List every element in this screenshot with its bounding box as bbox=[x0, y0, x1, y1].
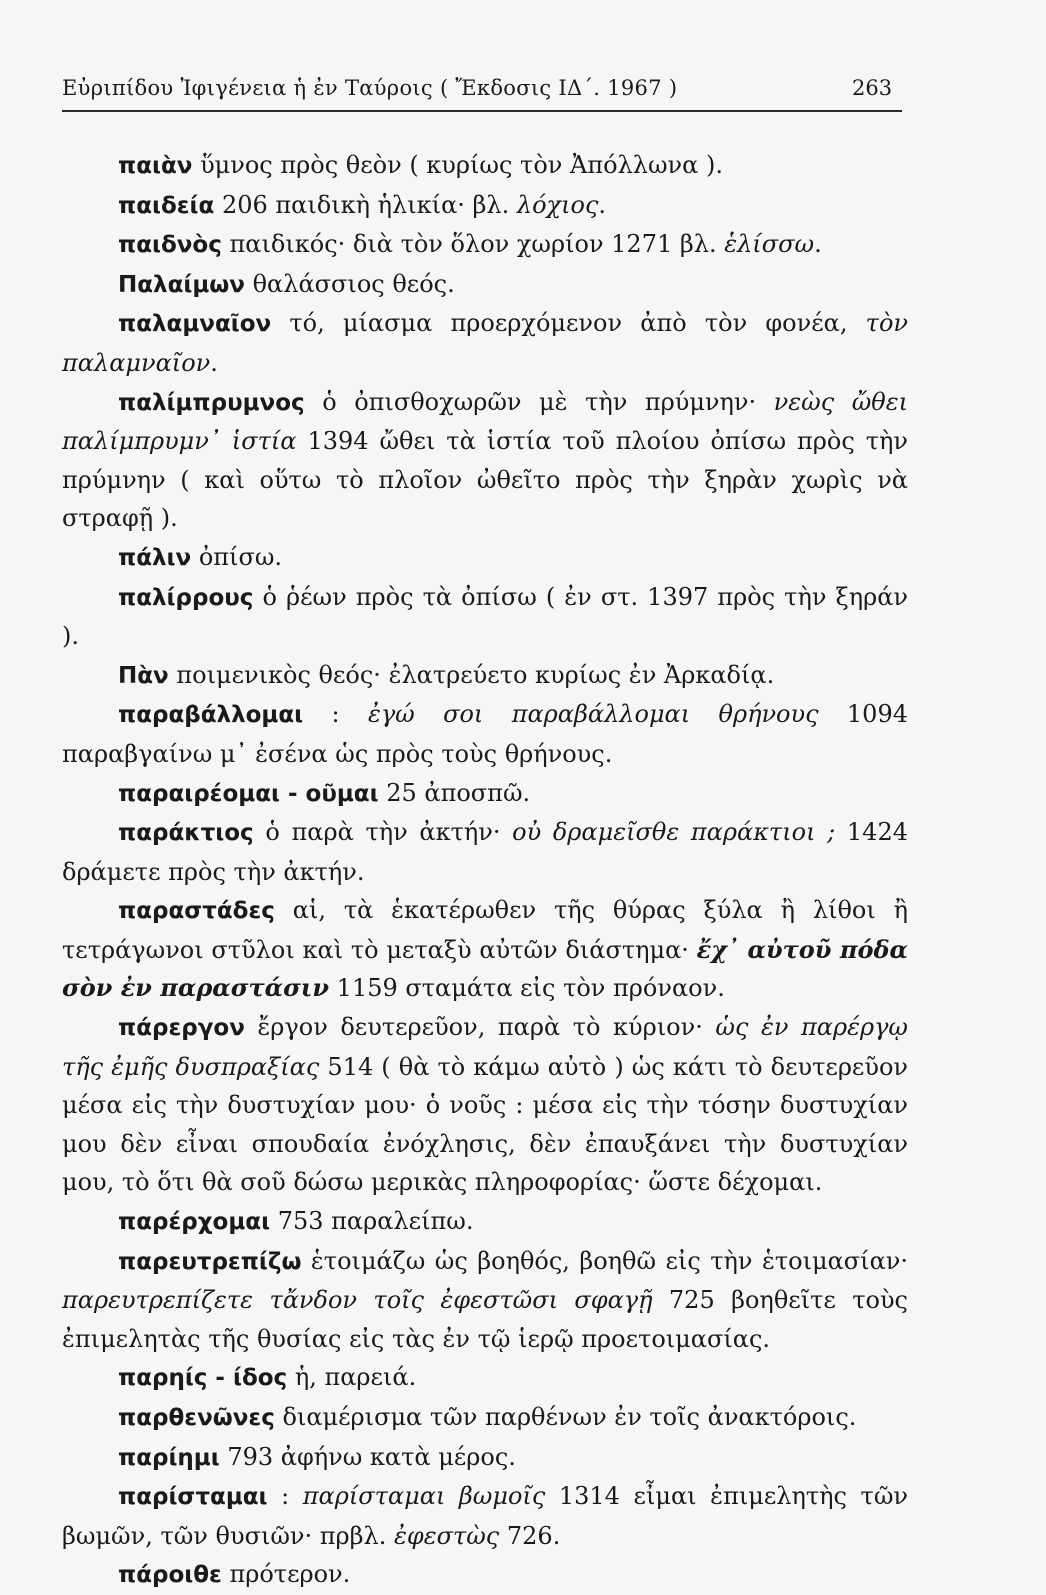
headword: παιδνὸς bbox=[118, 232, 222, 259]
definition-text: : bbox=[267, 1482, 303, 1511]
cross-reference: λόχιος bbox=[516, 190, 599, 219]
definition-text: . bbox=[814, 230, 822, 259]
definition-text: . bbox=[598, 190, 607, 219]
definition-text: 1159 σταμάτα εἰς τὸν πρόναον. bbox=[329, 974, 725, 1003]
glossary-entry bbox=[62, 1358, 908, 1398]
glossary-entry bbox=[62, 578, 908, 656]
definition-text: ἡ, παρειά. bbox=[287, 1363, 417, 1392]
quotation: οὐ δραμεῖσθε παράκτιοι ; bbox=[512, 818, 836, 847]
glossary-entry bbox=[62, 656, 908, 696]
headword: παρθενῶνες bbox=[118, 1405, 275, 1431]
definition-text: 726. bbox=[499, 1521, 561, 1550]
glossary-entry bbox=[62, 891, 908, 1008]
definition-text: ὀπίσω. bbox=[191, 542, 283, 571]
definition-text: ποιμενικὸς θεός· ἐλατρεύετο κυρίως ἐν Ἀρκαδίᾳ. bbox=[168, 660, 775, 689]
definition-text: 25 ἀποσπῶ. bbox=[378, 778, 531, 807]
definition-text: ὕμνος πρὸς θεὸν ( κυρίως τὸν Ἀπόλλωνα ). bbox=[192, 151, 723, 179]
glossary-entry bbox=[62, 225, 908, 265]
quotation: τὸν παλαμναῖον bbox=[62, 309, 908, 377]
glossary-entry bbox=[62, 1242, 908, 1359]
headword: παράκτιος bbox=[118, 820, 254, 847]
glossary-entry bbox=[62, 1555, 908, 1595]
glossary-entry bbox=[62, 813, 908, 891]
cross-reference: ἐφεστὼς bbox=[394, 1521, 500, 1550]
glossary-entry bbox=[62, 1008, 908, 1202]
headword: παρίσταμαι bbox=[118, 1484, 268, 1511]
headword: πάρεργον bbox=[118, 1015, 245, 1042]
definition-text: . bbox=[210, 348, 218, 377]
definition-text: διαμέρισμα τῶν παρθένων ἐν τοῖς ἀνακτόροις. bbox=[274, 1403, 857, 1431]
headword: πάλιν bbox=[118, 544, 192, 571]
definition-text: 1314 εἶμαι ἐπιμελητὴς τῶν βωμῶν, τῶν θυσιῶν· πρβλ. bbox=[62, 1482, 908, 1550]
headword: παραστάδες bbox=[118, 898, 275, 925]
glossary-entry bbox=[62, 538, 908, 578]
headword: παραιρέομαι - οῦμαι bbox=[118, 780, 379, 807]
glossary-entries bbox=[62, 146, 908, 1595]
definition-text: 725 βοηθεῖτε τοὺς ἐπιμελητὰς τῆς θυσίας εἰς τὰς ἐν τῷ ἱερῷ προετοιμασίας. bbox=[62, 1286, 908, 1353]
definition-text: 1424 δράμετε πρὸς τὴν ἀκτήν. bbox=[62, 818, 908, 886]
cross-reference: ἑλίσσω bbox=[724, 230, 815, 259]
headword: παιὰν bbox=[118, 153, 193, 179]
glossary-entry bbox=[62, 383, 908, 538]
definition-text: ἑτοιμάζω ὡς βοηθός, βοηθῶ εἰς τὴν ἑτοιμασίαν· bbox=[301, 1246, 908, 1275]
headword: παρίημι bbox=[118, 1444, 220, 1471]
definition-text: ἔργον δευτερεῦον, παρὰ τὸ κύριον· bbox=[244, 1013, 716, 1042]
glossary-entry bbox=[62, 1438, 908, 1478]
definition-text: : bbox=[303, 700, 368, 729]
quotation: παρίσταμαι βωμοῖς bbox=[302, 1482, 546, 1511]
headword: πάροιθε bbox=[118, 1562, 222, 1589]
headword: παρευτρεπίζω bbox=[118, 1248, 302, 1275]
headword: Παλαίμων bbox=[118, 271, 245, 298]
definition-text: αἱ, τὰ ἑκατέρωθεν τῆς θύρας ξύλα ἢ λίθοι ἢ τετράγωνοι στῦλοι καὶ τὸ μεταξὺ αὐτῶν διάστημα· bbox=[62, 896, 908, 964]
definition-text: 753 παραλείπω. bbox=[270, 1207, 474, 1236]
definition-text: 1094 παραβγαίνω μ᾿ ἐσένα ὡς πρὸς τοὺς θρήνους. bbox=[62, 700, 908, 768]
definition-text: 1394 ὤθει τὰ ἱστία τοῦ πλοίου ὀπίσω πρὸς τὴν πρύμνην ( καὶ οὕτω τὸ πλοῖον ὠθεῖτο πρὸς τὴν ξηρὰν χωρὶς νὰ στραφῇ ). bbox=[62, 427, 908, 533]
definition-text: θαλάσσιος θεός. bbox=[244, 269, 455, 298]
glossary-entry bbox=[62, 146, 908, 186]
quotation: νεὼς ὤθει παλίμπρυμν᾿ ἱστία bbox=[62, 387, 909, 456]
definition-text: παιδικός· διὰ τὸν ὅλον χωρίον 1271 βλ. bbox=[221, 230, 725, 259]
glossary-entry bbox=[62, 774, 908, 814]
page-number: 263 bbox=[852, 76, 893, 100]
definition-text: ὁ παρὰ τὴν ἀκτήν· bbox=[253, 818, 513, 847]
definition-text: τό, μίασμα προερχόμενον ἀπὸ τὸν φονέα, bbox=[271, 309, 866, 338]
headword: παλίμπρυμνος bbox=[118, 389, 305, 416]
definition-text: 793 ἀφήνω κατὰ μέρος. bbox=[219, 1442, 516, 1471]
glossary-entry bbox=[62, 1477, 908, 1555]
quotation: ὡς ἐν παρέργῳ τῆς ἐμῆς δυσπραξίας bbox=[62, 1013, 908, 1081]
glossary-entry bbox=[62, 265, 908, 305]
headword: παλαμναῖον bbox=[118, 311, 272, 338]
headword: παρηίς - ίδος bbox=[118, 1365, 288, 1392]
headword: Πὰν bbox=[118, 662, 169, 689]
definition-text: ὁ ῥέων πρὸς τὰ ὀπίσω ( ἐν στ. 1397 πρὸς τὴν ξηράν ). bbox=[62, 582, 908, 651]
glossary-entry bbox=[62, 1202, 908, 1242]
definition-text: πρότερον. bbox=[221, 1560, 351, 1589]
quotation: ἔχ᾿ αὐτοῦ πόδα σὸν ἐν παραστάσιν bbox=[62, 934, 908, 1003]
running-head: Εὐριπίδου Ἰφιγένεια ἡ ἐν Ταύροις ( Ἔκδοσις ΙΔ΄. 1967 ) bbox=[62, 76, 678, 100]
quotation: ἐγώ σοι παραβάλλομαι θρήνους bbox=[367, 700, 819, 729]
definition-text: ὁ ὀπισθοχωρῶν μὲ τὴν πρύμνην· bbox=[304, 387, 774, 416]
glossary-entry bbox=[62, 1398, 908, 1438]
headword: παρέρχομαι bbox=[118, 1209, 271, 1236]
header-rule bbox=[62, 110, 902, 112]
headword: παιδεία bbox=[118, 192, 215, 219]
definition-text: 514 ( θὰ τὸ κάμω αὐτὸ ) ὡς κάτι τὸ δευτερεῦον μέσα εἰς τὴν δυστυχίαν μου· ὁ νοῦς : μέσα εἰς τὴν τόσην δυστυχίαν μου δὲν εἶναι σπουδαία ἐνόχλησις, δὲν ἐπαυξάνει τὴν δυστυχίαν μου, τὸ ὅτι θὰ σοῦ δώσω μερικὰς πληροφορίας· ὥστε δέχομαι. bbox=[62, 1052, 908, 1197]
quotation: παρευτρεπίζετε τἄνδον τοῖς ἐφεστῶσι σφαγῇ bbox=[62, 1286, 653, 1315]
definition-text: 206 παιδικὴ ἡλικία· βλ. bbox=[214, 190, 517, 219]
glossary-entry bbox=[62, 695, 908, 773]
headword: παλίρρους bbox=[118, 584, 254, 611]
headword: παραβάλλομαι bbox=[118, 702, 304, 729]
glossary-entry bbox=[62, 186, 908, 226]
glossary-entry bbox=[62, 304, 908, 382]
